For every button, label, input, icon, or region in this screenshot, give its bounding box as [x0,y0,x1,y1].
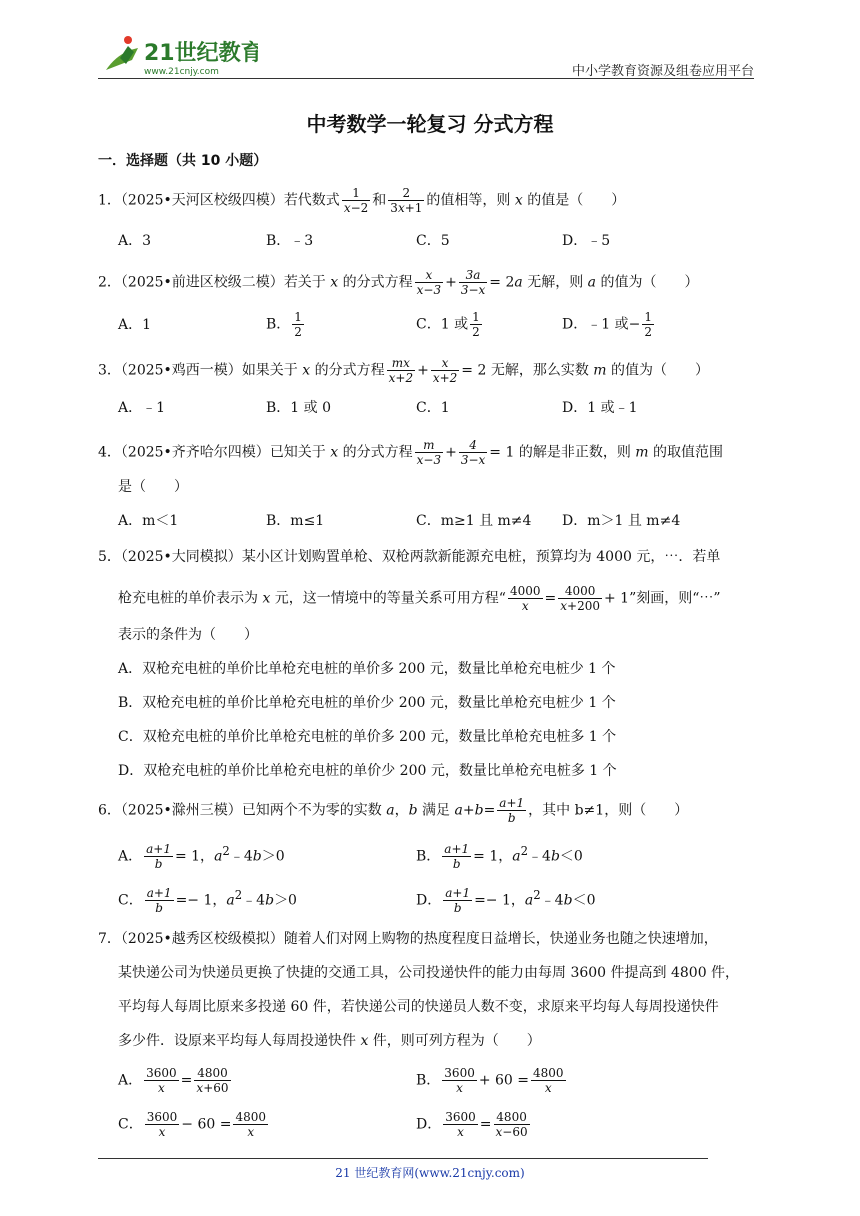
fraction: $\frac{2}{3x+1}$ [390,186,423,215]
q4-option-a[interactable]: A．m＜1 [118,513,179,529]
logo-url: www.21cnjy.com [144,67,219,77]
q3-option-a[interactable]: A．﹣1 [118,400,166,416]
q1-option-d[interactable]: D．﹣5 [562,233,611,249]
question-5-line3: 表示的条件为（ ） [118,627,258,643]
q4-option-b[interactable]: B．m≤1 [266,513,325,529]
q4-option-c[interactable]: C．m≥1 且 m≠4 [416,513,532,529]
q4-option-d[interactable]: D．m＞1 且 m≠4 [562,513,681,529]
q3-option-c[interactable]: C．1 [416,400,450,416]
q7-option-a[interactable]: A． $\frac{3600}{x}$ = $\frac{4800}{x+60}$ [118,1066,229,1095]
question-4-cont: 是（ ） [118,479,188,495]
q3-option-b[interactable]: B．1 或 0 [266,400,332,416]
q6-option-c[interactable]: C． $\frac{a+1}{b}$ =− 1，$a^2﹣4b>0$ [118,886,297,916]
q5-option-c[interactable]: C．双枪充电桩的单价比单枪充电桩的单价多 200 元，数量比单枪充电桩多 1 个 [118,729,617,745]
site-logo [98,30,258,80]
question-6: 6．（2025•滁州三模）已知两个不为零的实数 a，b 满足 a+b= $\frac{a+1}{b}$ ，其中 b≠1，则（ ） [98,796,689,825]
q2-option-d[interactable]: D．﹣1 或− $\frac{1}{2}$ [562,310,652,339]
question-1: 1．（2025•天河区校级四模）若代数式 $\frac{1}{x-2}$ 和 $\frac{2}{3x+1}$ 的值相等，则 x 的值是（ ） [98,186,626,215]
logo-text: 21世纪教育 [144,41,258,66]
q6-option-d[interactable]: D． $\frac{a+1}{b}$ =− 1，$a^2﹣4b<0$ [416,886,596,916]
q1-option-b[interactable]: B．﹣3 [266,233,314,249]
q7-option-b[interactable]: B． $\frac{3600}{x}$ + 60 = $\frac{4800}{x}$ [416,1066,564,1095]
question-7-line3: 平均每人每周比原来多投递 60 件，若快递公司的快递员人数不变，求原来平均每人每周投递快件 [118,999,719,1015]
header-divider [98,78,754,79]
q5-option-a[interactable]: A．双枪充电桩的单价比单枪充电桩的单价多 200 元，数量比单枪充电桩少 1 个 [118,661,616,677]
header-platform-text: 中小学教育资源及组卷应用平台 [571,64,754,79]
q5-option-b[interactable]: B．双枪充电桩的单价比单枪充电桩的单价少 200 元，数量比单枪充电桩少 1 个 [118,695,616,711]
q3-option-d[interactable]: D．1 或﹣1 [562,400,638,416]
footer-divider [98,1158,708,1159]
q2-option-a[interactable]: A．1 [118,317,152,333]
footer-text[interactable]: 21 世纪教育网(www.21cnjy.com) [335,1166,525,1180]
q7-option-c[interactable]: C． $\frac{3600}{x}$ − 60 = $\frac{4800}{x}$ [118,1110,266,1139]
q2-option-b[interactable]: B． $\frac{1}{2}$ [266,310,302,339]
q6-option-a[interactable]: A． $\frac{a+1}{b}$ = 1，$a^2﹣4b>0$ [118,842,285,872]
question-7-line4: 多少件．设原来平均每人每周投递快件 x 件，则可列方程为（ ） [118,1033,541,1049]
question-7: 7．（2025•越秀区校级模拟）随着人们对网上购物的热度程度日益增长，快递业务也随之快速增加， [98,931,718,947]
question-5: 5．（2025•大同模拟）某小区计划购置单枪、双枪两款新能源充电桩，预算均为 4000 元，⋯．若单 [98,549,721,565]
q5-option-d[interactable]: D．双枪充电桩的单价比单枪充电桩的单价少 200 元，数量比单枪充电桩多 1 个 [118,763,617,779]
section-heading: 一．选择题（共 10 小题） [98,153,268,169]
q7-option-d[interactable]: D． $\frac{3600}{x}$ = $\frac{4800}{x-60}$ [416,1110,528,1139]
q1-option-c[interactable]: C．5 [416,233,450,249]
question-4: 4．（2025•齐齐哈尔四模）已知关于 x 的分式方程 $\frac{m}{x-3}$ + $\frac{4}{3-x}$ = 1 的解是非正数，则 m 的取值范围 [98,438,724,467]
question-5-line2: 枪充电桩的单价表示为 x 元，这一情境中的等量关系可用方程“ $\frac{4000}{x}$ = $\frac{4000}{x+200}$ + 1”刻画，则“⋯” [118,584,721,613]
question-2: 2．（2025•前进区校级二模）若关于 x 的分式方程 $\frac{x}{x-3}$ + $\frac{3a}{3-x}$ = 2a 无解，则 a 的值为（ ） [98,268,699,297]
question-3: 3．（2025•鸡西一模）如果关于 x 的分式方程 $\frac{mx}{x+2}$ + $\frac{x}{x+2}$ = 2 无解，那么实数 m 的值为（ ） [98,356,710,385]
q1-option-a[interactable]: A．3 [118,233,152,249]
fraction: $\frac{1}{x-2}$ [343,186,369,215]
q2-option-c[interactable]: C．1 或 $\frac{1}{2}$ [416,310,480,339]
question-7-line2: 某快递公司为快递员更换了快捷的交通工具，公司投递快件的能力由每周 3600 件提高到 4800 件， [118,965,740,981]
page-title: 中考数学一轮复习 分式方程 [306,112,554,136]
q6-option-b[interactable]: B． $\frac{a+1}{b}$ = 1，$a^2﹣4b<0$ [416,842,583,872]
